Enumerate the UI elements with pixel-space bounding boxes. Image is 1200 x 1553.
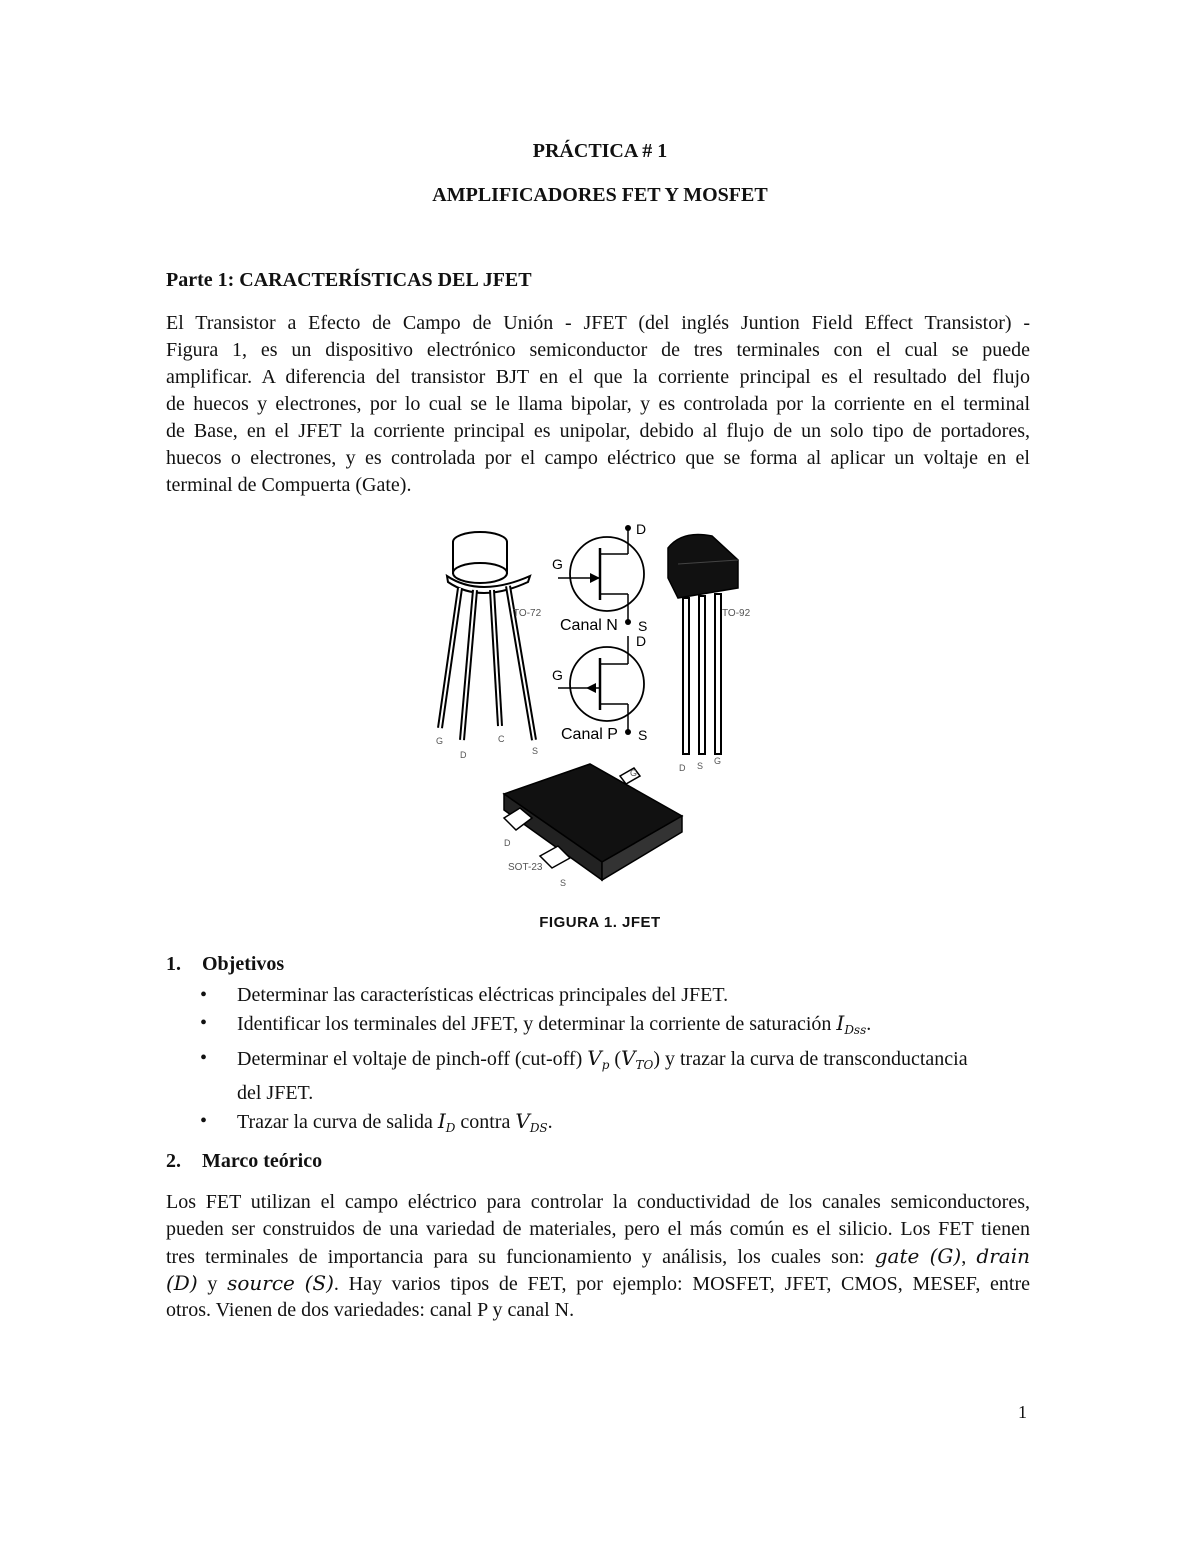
to72-pin-c: C bbox=[498, 734, 505, 744]
theory-heading: 2. Marco teórico bbox=[166, 1150, 323, 1172]
paragraph-line: amplificar. A diferencia del transistor BJT en el que la corriente principal es el resultado del flujo bbox=[166, 366, 1030, 388]
practice-title: PRÁCTICA # 1 bbox=[532, 140, 668, 162]
jfet-figure bbox=[420, 518, 780, 890]
list-item: • Identificar los terminales del JFET, y determinar la corriente de saturación $I_{Dss}$. bbox=[200, 1011, 872, 1037]
n-channel-label: Canal N bbox=[560, 617, 618, 634]
n-gate-label: G bbox=[552, 556, 563, 572]
page-number: 1 bbox=[1018, 1402, 1027, 1422]
figure-caption: FIGURA 1. JFET bbox=[539, 914, 661, 931]
sot23-pin-s: S bbox=[560, 878, 567, 888]
p-channel-symbol bbox=[552, 633, 647, 743]
paragraph-line: (D) y source (S). Hay varios tipos de FET, por ejemplo: MOSFET, JFET, CMOS, MESEF, entre bbox=[166, 1271, 1031, 1295]
objectives-heading: 1. Objetivos bbox=[166, 953, 285, 975]
paragraph-line: El Transistor a Efecto de Campo de Unión - JFET (del inglés Juntion Field Effect Transistor) - bbox=[166, 312, 1030, 334]
p-source-label: S bbox=[638, 727, 648, 743]
to72-pin-g: G bbox=[436, 736, 444, 746]
part1-paragraph bbox=[166, 310, 1030, 499]
paragraph-line: otros. Vienen de dos variedades: canal P y canal N. bbox=[166, 1299, 575, 1321]
n-drain-label: D bbox=[636, 521, 647, 537]
paragraph-line: de Base, en el JFET la corriente principal es unipolar, debido al flujo de un solo tipo de portadores, bbox=[166, 420, 1030, 442]
to92-package bbox=[668, 535, 751, 774]
objectives-list bbox=[200, 981, 1030, 1142]
p-drain-label: D bbox=[636, 633, 647, 649]
to92-pin-d: D bbox=[679, 763, 686, 773]
to72-label: TO-72 bbox=[513, 608, 542, 619]
to92-label: TO-92 bbox=[722, 608, 751, 619]
practice-subtitle: AMPLIFICADORES FET Y MOSFET bbox=[432, 184, 768, 206]
part1-heading: Parte 1: CARACTERÍSTICAS DEL JFET bbox=[166, 269, 532, 291]
sot23-label: SOT-23 bbox=[508, 862, 543, 873]
p-gate-label: G bbox=[552, 667, 563, 683]
theory-paragraph bbox=[166, 1189, 1030, 1324]
to72-pin-d: D bbox=[460, 750, 467, 760]
sot23-pin-g: G bbox=[630, 768, 638, 778]
list-item: • Determinar las características eléctricas principales del JFET. bbox=[200, 984, 729, 1006]
paragraph-line: terminal de Compuerta (Gate). bbox=[166, 474, 412, 496]
paragraph-line: Los FET utilizan el campo eléctrico para controlar la conductividad de los canales semiconductores, bbox=[166, 1191, 1030, 1213]
paragraph-line: Figura 1, es un dispositivo electrónico semiconductor de tres terminales con el cual se puede bbox=[166, 339, 1030, 361]
list-item: • Determinar el voltaje de pinch-off (cut-off) $V_p$ $(V_{TO})$ y trazar la curva de transconductancia del JFET. bbox=[200, 1046, 968, 1104]
paragraph-line: pueden ser construidos de una variedad de materiales, pero el más común es el silicio. Los FET tienen bbox=[166, 1218, 1030, 1240]
paragraph-line: huecos o electrones, y es controlada por el campo eléctrico que se forma al aplicar un voltaje en el bbox=[166, 447, 1030, 469]
n-channel-symbol bbox=[552, 521, 647, 634]
p-channel-label: Canal P bbox=[561, 726, 618, 743]
n-source-label: S bbox=[638, 618, 648, 634]
list-item: • Trazar la curva de salida $I_D$ contra $V_{DS}$. bbox=[200, 1109, 553, 1135]
to72-package bbox=[436, 532, 542, 760]
to72-pin-s: S bbox=[532, 746, 539, 756]
paragraph-line: tres terminales de importancia para su funcionamiento y análisis, los cuales son: gate (G), drain bbox=[166, 1244, 1030, 1268]
sot23-pin-d: D bbox=[504, 838, 511, 848]
to92-pin-s: S bbox=[697, 761, 704, 771]
paragraph-line: de huecos y electrones, por lo cual se le llama bipolar, y es controlada por la corriente en el terminal bbox=[166, 393, 1030, 415]
to92-pin-g: G bbox=[714, 756, 722, 766]
sot23-package bbox=[504, 764, 682, 888]
